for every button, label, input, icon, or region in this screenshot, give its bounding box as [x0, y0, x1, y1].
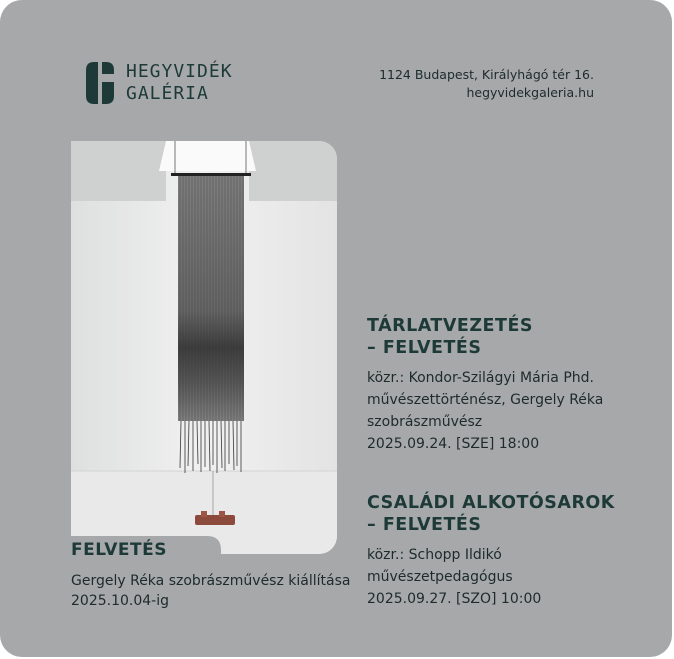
event-detail: közr.: Schopp Ildikó: [367, 547, 502, 563]
street-address: 1124 Budapest, Királyhágó tér 16.: [379, 67, 594, 82]
gallery-logo-icon: [84, 60, 116, 106]
exhibition-title: FELVETÉS: [71, 540, 167, 560]
event-title-line-2: – FELVETÉS: [367, 338, 482, 358]
event-detail: művészetpedagógus: [367, 569, 513, 585]
logo-line-2: GALÉRIA: [126, 83, 209, 104]
gallery-logo: [84, 60, 233, 106]
event-detail: szobrászművész: [367, 414, 483, 430]
logo-line-1: HEGYVIDÉK: [126, 61, 233, 82]
event-title-line-1: TÁRLATVEZETÉS: [367, 316, 534, 336]
event-title-line-2: – FELVETÉS: [367, 515, 482, 535]
event-detail: művészettörténész, Gergely Réka: [367, 392, 604, 408]
address-block: [379, 66, 594, 102]
exhibition-subtitle: Gergely Réka szobrászművész kiállítása 2025.10.04-ig: [71, 573, 351, 609]
event-guided-tour: [367, 315, 603, 455]
artwork-photo: [71, 141, 337, 554]
event-datetime: 2025.09.27. [SZO] 10:00: [367, 591, 542, 607]
event-detail: közr.: Kondor-Szilágyi Mária Phd.: [367, 370, 594, 386]
event-title-line-1: CSALÁDI ALKOTÓSAROK: [367, 493, 615, 513]
event-family-workshop: [367, 492, 615, 610]
website-link[interactable]: hegyvidekgaleria.hu: [466, 85, 594, 100]
event-datetime: 2025.09.24. [SZE] 18:00: [367, 436, 540, 452]
